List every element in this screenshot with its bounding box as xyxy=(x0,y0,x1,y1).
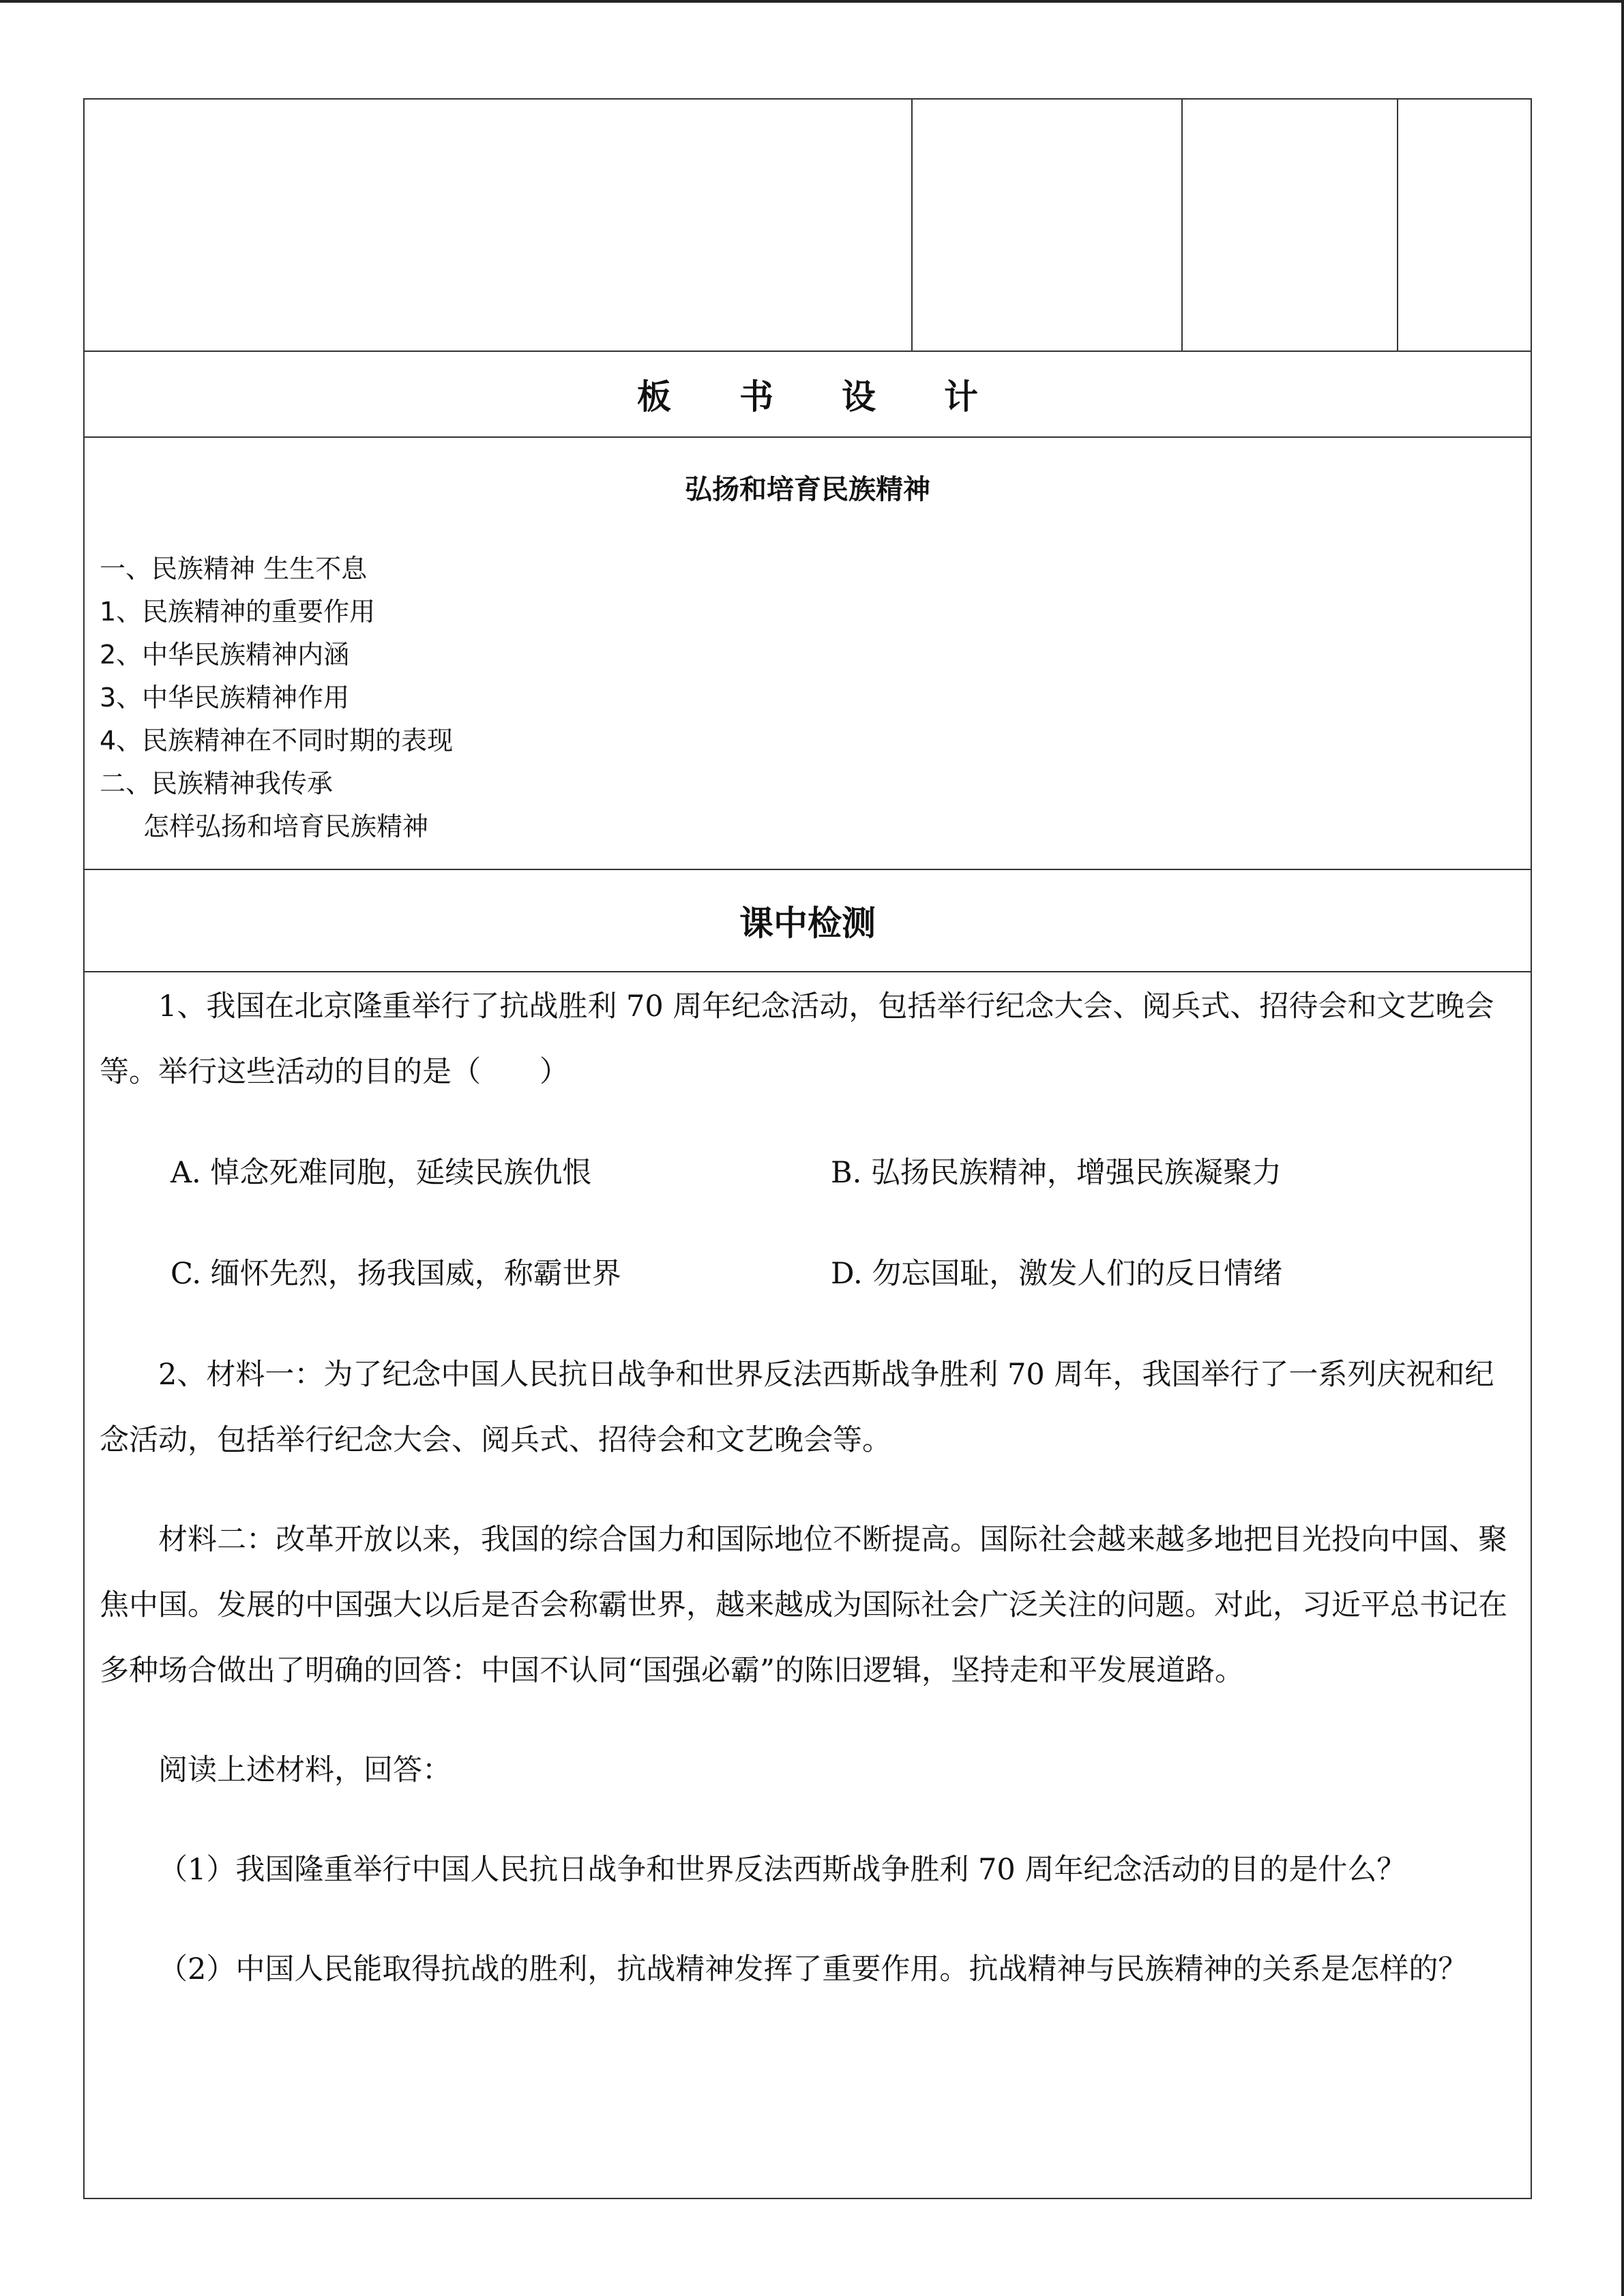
page-top-border xyxy=(0,0,1624,3)
question-2-material-1: 2、材料一：为了纪念中国人民抗日战争和世界反法西斯战争胜利 70 周年，我国举行了一系列庆祝和纪念活动，包括举行纪念大会、阅兵式、招待会和文艺晚会等。 xyxy=(100,1358,1494,1457)
outline-item: 1、民族精神的重要作用 xyxy=(100,597,376,627)
board-design-heading xyxy=(85,370,1531,419)
board-subtitle: 弘扬和培育民族精神 xyxy=(685,474,930,505)
board-design-heading-cell xyxy=(84,351,1531,437)
empty-cell-4 xyxy=(1398,99,1531,351)
question-1-options-row-2 xyxy=(100,1241,1517,1307)
lesson-plan-table xyxy=(83,98,1532,2199)
question-2-instruction: 阅读上述材料，回答： xyxy=(158,1753,452,1787)
board-design-content-cell xyxy=(84,437,1531,869)
question-1-stem: 1、我国在北京隆重举行了抗战胜利 70 周年纪念活动，包括举行纪念大会、阅兵式、招待会和文艺晚会等。举行这些活动的目的是（ ） xyxy=(100,989,1494,1089)
heading-char: 板 xyxy=(637,377,671,417)
empty-cell-2 xyxy=(912,99,1182,351)
heading-char: 计 xyxy=(944,377,978,417)
class-check-questions-row xyxy=(84,972,1531,2198)
outline-item: 4、民族精神在不同时期的表现 xyxy=(100,726,454,756)
board-design-heading-row xyxy=(84,351,1531,437)
option-a: A. 悼念死难同胞，延续民族仇恨 xyxy=(171,1156,592,1190)
outline-item: 一、民族精神 生生不息 xyxy=(100,554,368,584)
heading-char: 设 xyxy=(842,377,876,417)
outline-item-indented: 怎样弘扬和培育民族精神 xyxy=(143,811,429,841)
board-design-content-row xyxy=(84,437,1531,869)
option-c: C. 缅怀先烈，扬我国威，称霸世界 xyxy=(171,1257,621,1291)
question-1-options-row-1 xyxy=(100,1140,1517,1206)
question-2-sub-2: （2）中国人民能取得抗战的胜利，抗战精神发挥了重要作用。抗战精神与民族精神的关系是怎样的？ xyxy=(158,1952,1468,1986)
empty-cell-1 xyxy=(84,99,912,351)
empty-cell-3 xyxy=(1182,99,1398,351)
class-check-heading-cell xyxy=(84,869,1531,972)
option-b: B. 弘扬民族精神，增强民族凝聚力 xyxy=(831,1156,1282,1190)
page-right-border xyxy=(1621,0,1624,2296)
outline-item: 2、中华民族精神内涵 xyxy=(100,640,350,670)
option-d: D. 勿忘国耻，激发人们的反日情绪 xyxy=(831,1257,1283,1291)
question-2-sub-1: （1）我国隆重举行中国人民抗日战争和世界反法西斯战争胜利 70 周年纪念活动的目的是什么？ xyxy=(158,1853,1406,1887)
heading-char: 书 xyxy=(739,377,773,417)
outline-item: 3、中华民族精神作用 xyxy=(100,683,350,713)
question-2-material-2: 材料二：改革开放以来，我国的综合国力和国际地位不断提高。国际社会越来越多地把目光投向中国、聚焦中国。发展的中国强大以后是否会称霸世界，越来越成为国际社会广泛关注的问题。对此，习近平总书记在多种场合做出了明确的回答：中国不认同“国强必霸”的陈旧逻辑，坚持走和平发展道路。 xyxy=(100,1523,1507,1688)
class-check-title: 课中检测 xyxy=(739,904,876,943)
class-check-heading-row xyxy=(84,869,1531,972)
empty-top-row xyxy=(84,99,1531,351)
outline-item: 二、民族精神我传承 xyxy=(100,769,334,799)
class-check-questions-cell xyxy=(84,972,1531,2198)
